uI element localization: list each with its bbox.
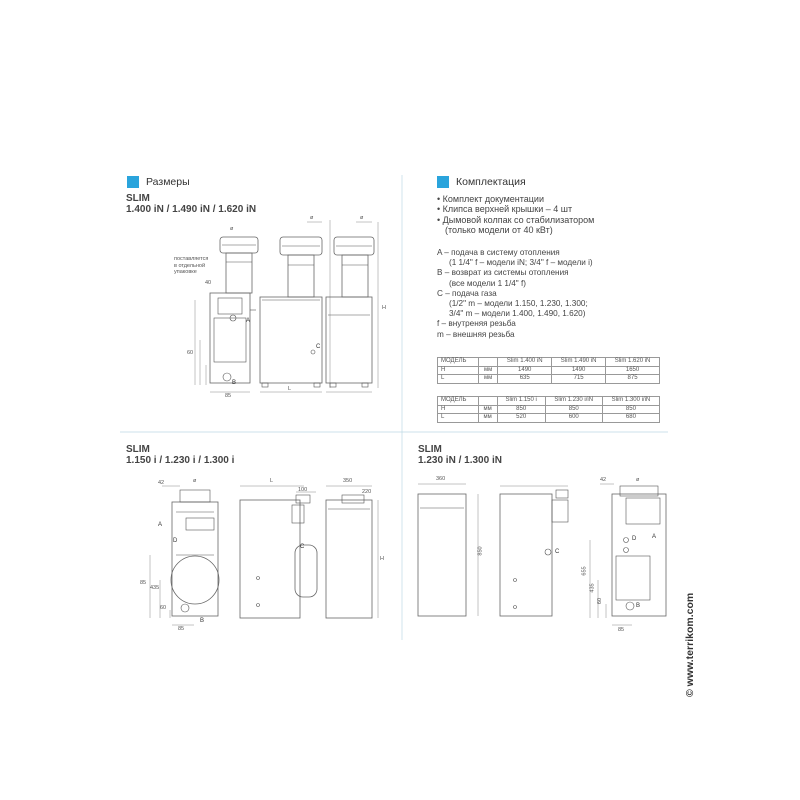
connection-c: C	[316, 344, 321, 350]
kit-item: • Комплект документации	[437, 194, 544, 204]
dim-60: 60	[597, 597, 604, 605]
bottom-left-models: 1.150 i / 1.230 i / 1.300 i	[126, 455, 235, 466]
dim-85-horiz: 85	[178, 626, 185, 632]
kit-title: Комплектация	[456, 176, 526, 188]
legend-line: B – возврат из системы отопления	[437, 268, 569, 278]
top-left-series: SLIM	[126, 193, 150, 204]
table-cell: 1490	[498, 366, 552, 375]
connection-b: B	[200, 618, 205, 624]
table-cell: мм	[478, 405, 497, 414]
bottom-left-series: SLIM	[126, 444, 150, 455]
legend-line: A – подача в систему отопления	[437, 248, 560, 257]
table-cell: L	[438, 375, 479, 384]
bottom-right-models: 1.230 iN / 1.300 iN	[418, 455, 502, 466]
dim-60: 60	[160, 605, 167, 611]
table-cell: 600	[545, 414, 602, 423]
dim-42: 42	[158, 480, 165, 486]
table-cell: 1650	[606, 366, 660, 375]
dim-h: H	[380, 556, 384, 562]
table-cell: Slim 1.230 i/iN	[545, 397, 602, 406]
dim-42: 42	[600, 477, 607, 483]
watermark: © www.terrikom.com	[684, 592, 696, 697]
kit-item: • Дымовой колпак со стабилизатором	[437, 214, 595, 225]
dim-right-width: ø	[360, 215, 364, 221]
legend-line: 3/4" m – модели 1.400, 1.490, 1.620)	[449, 309, 586, 319]
connection-c: C	[555, 549, 560, 555]
table-cell: 520	[497, 414, 545, 423]
dim-360: 360	[436, 476, 446, 482]
connection-c: C	[300, 544, 305, 550]
packaging-note-line: в отдельной	[174, 262, 206, 269]
dim-85-vert: 85	[140, 580, 147, 586]
dim-435: 435	[150, 585, 160, 591]
kit-item: • Клипса верхней крышки – 4 шт	[437, 204, 573, 215]
table-cell: 850	[602, 405, 659, 414]
table-cell: 635	[498, 375, 552, 384]
dim-phi: ø	[193, 478, 197, 484]
table-cell: L	[438, 414, 479, 423]
dim-350: 350	[343, 478, 353, 484]
dim-length-l: L	[288, 386, 292, 392]
bottom-right-series: SLIM	[418, 444, 442, 455]
dimensions-title: Размеры	[146, 176, 190, 188]
dim-phi: ø	[636, 477, 640, 483]
dim-220: 220	[362, 489, 372, 495]
connection-b: B	[636, 603, 641, 609]
connection-a: A	[652, 534, 657, 540]
table-cell: H	[438, 366, 479, 375]
table-cell: мм	[479, 375, 498, 384]
legend-line: (все модели 1 1/4" f)	[449, 278, 526, 288]
connection-d: D	[173, 538, 178, 544]
packaging-note-line: упаковке	[174, 269, 197, 275]
packaging-note-line: поставляется	[174, 256, 209, 262]
table-cell: Slim 1.150 i	[497, 397, 545, 406]
table-cell: мм	[478, 414, 497, 423]
dim-l: L	[270, 478, 274, 484]
connection-b: B	[232, 380, 237, 386]
dim-height-h: H	[382, 305, 386, 311]
dim-850: 850	[477, 546, 484, 556]
table-cell: 875	[606, 375, 660, 384]
legend-line: C – подача газа	[437, 288, 497, 298]
table-cell: 1490	[552, 366, 606, 375]
table-cell: 850	[497, 405, 545, 414]
legend-line: (1/2" m – модели 1.150, 1.230, 1.300;	[449, 299, 588, 309]
connection-a: A	[246, 318, 251, 324]
table-cell: 715	[552, 375, 606, 384]
table-cell: МОДЕЛЬ	[438, 358, 479, 367]
dim-middle-width: ø	[310, 215, 314, 221]
table-cell: 850	[545, 405, 602, 414]
dim-60: 60	[187, 350, 194, 356]
table-cell: Slim 1.620 iN	[606, 358, 660, 367]
legend-line: f – внутреняя резьба	[437, 319, 516, 329]
table-cell: H	[438, 405, 479, 414]
connection-a: A	[158, 522, 163, 528]
table-cell: 680	[602, 414, 659, 423]
dim-85: 85	[618, 627, 625, 633]
boiler-in-back-view	[418, 484, 478, 616]
dim-655: 655	[581, 566, 588, 576]
dim-435: 435	[589, 583, 596, 593]
dim-top-phi: ø	[230, 226, 234, 232]
table-cell: мм	[479, 366, 498, 375]
table-cell: МОДЕЛЬ	[438, 397, 479, 406]
top-left-models: 1.400 iN / 1.490 iN / 1.620 iN	[126, 204, 257, 215]
dim-85: 85	[225, 393, 232, 399]
table-cell: Slim 1.490 iN	[552, 358, 606, 367]
legend-line: (1 1/4" f – модели iN; 3/4" f – модели i)	[449, 258, 593, 268]
legend-line: m – внешняя резьба	[437, 329, 515, 339]
dim-40: 40	[205, 280, 212, 286]
dim-100: 100	[298, 487, 308, 493]
table-cell: Slim 1.400 iN	[498, 358, 552, 367]
connection-d: D	[632, 536, 637, 542]
kit-item: (только модели от 40 кВт)	[445, 225, 553, 236]
table-cell: Slim 1.300 i/iN	[602, 397, 659, 406]
